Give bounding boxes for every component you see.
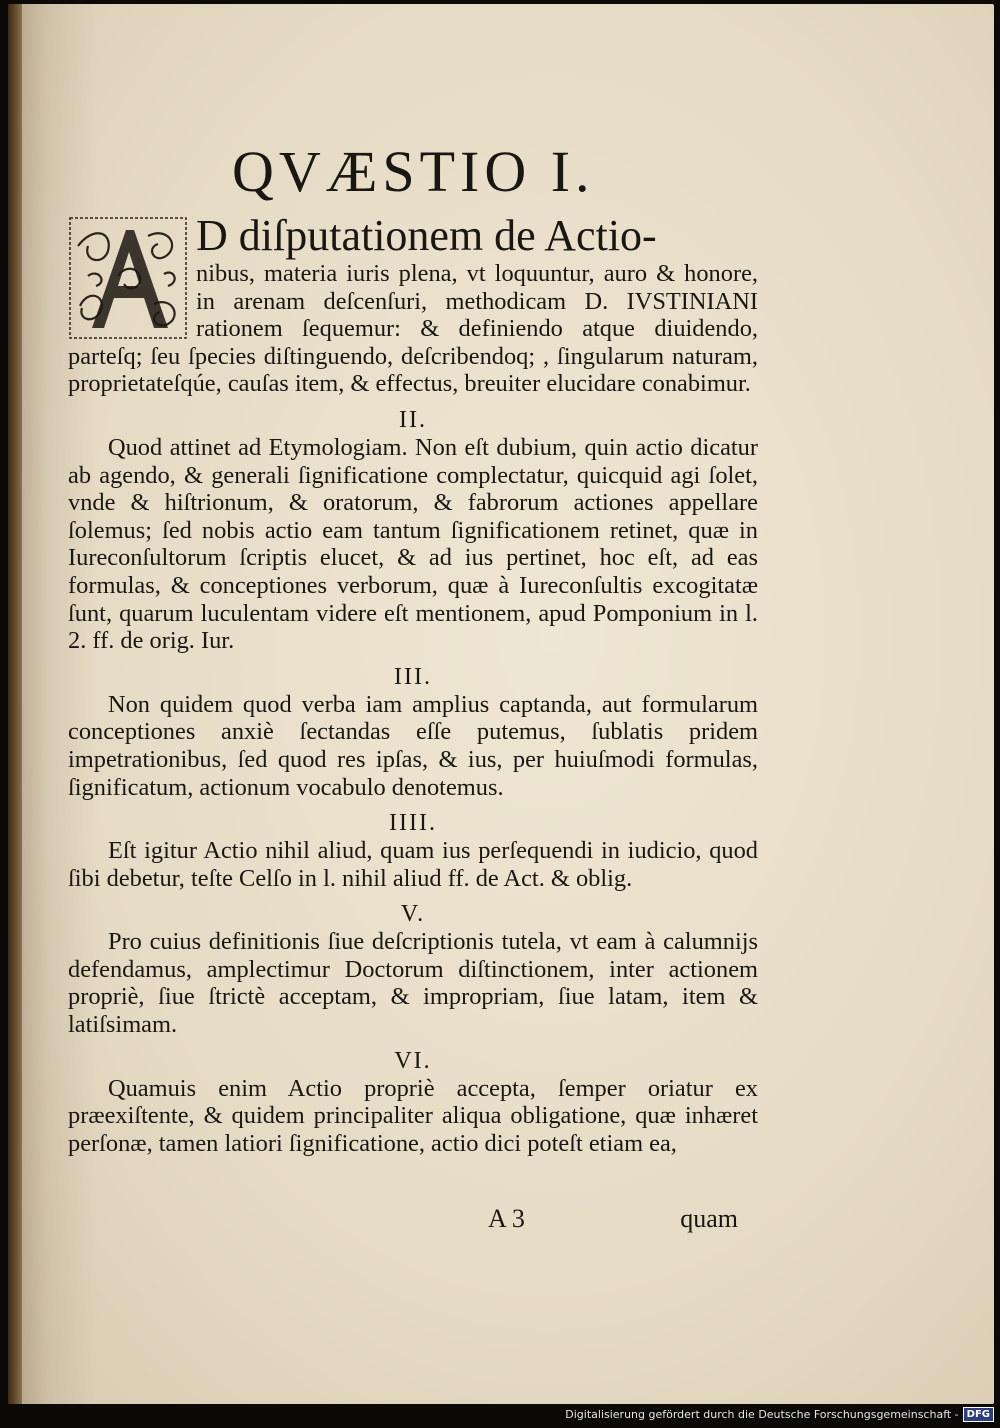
signature-mark: A 3 xyxy=(488,1204,525,1233)
section-4-text: Eſt igitur Actio nihil aliud, quam ius perſequendi in iudicio, quod ſibi debetur, teſte Celſo in l. nihil aliud ff. de Act. & oblig. xyxy=(68,837,758,892)
section-number-6: VI. xyxy=(394,1047,432,1074)
section-3-text: Non quidem quod verba iam amplius captanda, aut formularum conceptiones anxiè ſectandas eſſe putemus, ſublatis pridem impetrationibus, ſed quod res ipſas, & ius, per huiuſmodi formulas, ſignificatum, actionum vocabulo denotemus. xyxy=(68,690,758,801)
dfg-logo: DFG xyxy=(963,1407,994,1422)
section-number-4: IIII. xyxy=(389,810,437,837)
digitization-credit xyxy=(565,1407,994,1422)
catchword: quam xyxy=(680,1204,738,1233)
book-spine-edge xyxy=(8,4,22,1404)
page-footer xyxy=(488,1204,738,1234)
section-number-3: III. xyxy=(394,663,432,690)
ornamental-drop-cap-icon xyxy=(68,216,188,340)
paragraph-1-body: nibus, materia iuris plena, vt loquuntur, auro & honore, in arenam deſcenſuri, methodicam D. IVSTINIANI rationem ſequemur: & definiendo atque diuidendo, parteſq; ſeu ſpecies diſtinguendo, deſcribendoq; , ſingularum naturam, proprietateſqúe, cauſas item, & effectus, breuiter elucidare conabimur. xyxy=(68,260,758,398)
section-number-2: II. xyxy=(399,406,427,433)
page-text-block xyxy=(68,132,758,1157)
section-6-text: Quamuis enim Actio propriè accepta, ſemper oriatur ex præexiſtente, & quidem principaliter aliqua obligatione, quæ inhæret perſonæ, tamen latiori ſignificatione, actio dici poteſt etiam ea, xyxy=(68,1074,758,1157)
paragraph-1 xyxy=(68,212,758,398)
credit-text: Digitalisierung gefördert durch die Deutsche Forschungsgemeinschaft - xyxy=(565,1408,959,1421)
section-2-text: Quod attinet ad Etymologiam. Non eſt dubium, quin actio dicatur ab agendo, & generali ſignificatione complectatur, quicquid agi ſolet, vnde & hiſtrionum, & oratorum, & fabrorum actiones appellare ſolemus; ſed nobis actio eam tantum ſignificationem retinet, quæ in Iureconſultorum ſcriptis elucet, & ad ius pertinet, hoc eſt, ad eas formulas, & conceptiones verborum, quæ à Iureconſultis excogitatæ ſunt, quarum luculentam videre eſt mentionem, apud Pomponium in l. 2. ff. de orig. Iur. xyxy=(68,433,758,655)
book-page xyxy=(8,4,994,1404)
section-number-5: V. xyxy=(400,901,426,928)
paragraph-1-first-line: D diſputationem de Actio- xyxy=(196,211,657,260)
page-title: QVÆSTIO I. xyxy=(232,139,595,204)
section-5-text: Pro cuius definitionis ſiue deſcriptionis tutela, vt eam à calumnijs defendamus, amplectimur Doctorum diſtinctionem, inter actionem propriè, ſiue ſtrictè acceptam, & impropriam, ſiue latam, item & latiſsimam. xyxy=(68,928,758,1039)
